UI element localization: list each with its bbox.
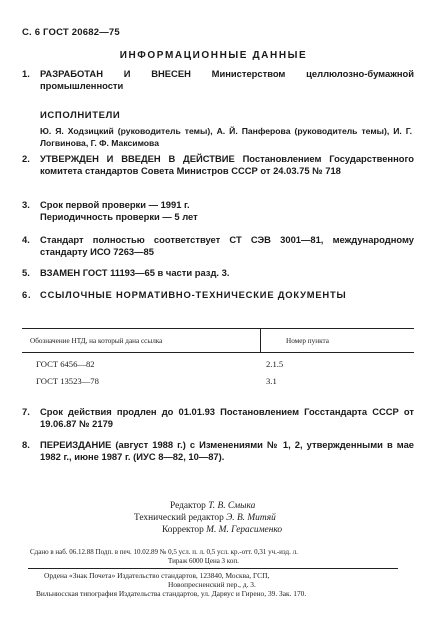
section-title: ИНФОРМАЦИОННЫЕ ДАННЫЕ — [119, 50, 308, 61]
item-text-2: Периодичность проверки — 5 лет — [40, 211, 198, 223]
imprint-line-2: Тираж 6000 Цена 3 коп. — [168, 557, 239, 565]
item-number: 4. — [22, 234, 30, 245]
imprint-block — [30, 548, 298, 566]
item-number: 7. — [22, 406, 30, 417]
info-item-1 — [22, 68, 414, 93]
table-cell: 3.1 — [266, 376, 277, 386]
info-item-2 — [22, 153, 414, 178]
tech-editor-name: Э. В. Митяй — [226, 513, 276, 523]
page-header: С. 6 ГОСТ 20682—75 — [22, 27, 120, 38]
imprint-line-1: Сдано в наб. 06.12.88 Подп. в печ. 10.02.89 № 0,5 усл. п. л. 0,5 усл. кр.-отт. 0,31 уч.-изд. л. — [30, 548, 298, 556]
item-number: 2. — [22, 153, 30, 164]
corrector-name: М. М. Герасименко — [206, 525, 283, 535]
table-cell: 2.1.5 — [266, 359, 284, 369]
info-item-5 — [22, 267, 414, 279]
table-cell: ГОСТ 6456—82 — [36, 359, 95, 369]
editor-name: Т. В. Смыка — [208, 501, 256, 511]
item-text: Срок первой проверки — 1991 г. — [40, 199, 190, 210]
item-text: (август 1988 г.) с Изменениями № 1, 2, утвержденными в мае 1982 г., июне 1987 г. (ИУС 8—82, 10—87). — [40, 439, 414, 463]
item-label: УТВЕРЖДЕН И ВВЕДЕН В ДЕЙСТВИЕ — [40, 153, 235, 164]
executors-heading: ИСПОЛНИТЕЛИ — [40, 110, 121, 121]
item-label: ВЗАМЕН ГОСТ 11193—65 — [40, 267, 155, 278]
tech-editor-line: Технический редактор Э. В. Митяй — [134, 513, 276, 523]
table-cell: ГОСТ 13523—78 — [36, 376, 99, 386]
item-label: РАЗРАБОТАН И ВНЕСЕН — [40, 68, 191, 79]
executors-list: Ю. Я. Ходзицкий (руководитель темы), А. Й. Панферова (руководитель темы), И. Г. Логвинова, Г. Ф. Максимова — [40, 126, 412, 148]
divider — [28, 568, 398, 569]
info-item-6 — [22, 289, 414, 301]
item-number: 3. — [22, 199, 30, 210]
press-line-2: Новопресненский пер., д. 3. — [168, 580, 256, 589]
info-item-7 — [22, 406, 414, 431]
item-label: ПЕРЕИЗДАНИЕ — [40, 439, 112, 450]
item-text: Срок действия продлен до 01.01.93 Постановлением Госстандарта СССР от 19.06.87 № 2179 — [40, 406, 414, 430]
item-text: в части разд. 3. — [157, 267, 230, 278]
corrector-line: Корректор М. М. Герасименко — [162, 525, 283, 535]
item-text: Министерством целлюлозно-бумажной промышленности — [40, 68, 414, 92]
editor-line: Редактор Т. В. Смыка — [170, 501, 256, 511]
info-item-8 — [22, 439, 414, 464]
column-header: Номер пункта — [286, 337, 329, 345]
press-line-3: Вильнюсская типография Издательства стандартов, ул. Даряус и Гирено, 39. Зак. 170. — [36, 589, 307, 598]
item-number: 5. — [22, 267, 30, 278]
column-divider — [260, 329, 261, 352]
item-text: Стандарт полностью соответствует СТ СЭВ 3001—81, международному стандарту ИСО 7263—85 — [40, 234, 414, 258]
reference-table — [22, 328, 414, 387]
info-item-3 — [22, 199, 414, 224]
item-number: 1. — [22, 68, 30, 79]
item-number: 6. — [22, 289, 32, 300]
press-line-1: Ордена «Знак Почета» Издательство стандартов, 123840, Москва, ГСП, — [44, 571, 270, 580]
column-header: Обозначение НТД, на который дана ссылка — [30, 337, 163, 345]
item-label: ССЫЛОЧНЫЕ НОРМАТИВНО-ТЕХНИЧЕСКИЕ ДОКУМЕНТЫ — [40, 289, 347, 300]
item-text: Постановлением Государственного комитета стандартов Совета Министров СССР от 24.03.75 № 718 — [40, 153, 414, 177]
table-header — [22, 329, 414, 353]
info-item-4 — [22, 234, 414, 259]
item-number: 8. — [22, 439, 30, 450]
